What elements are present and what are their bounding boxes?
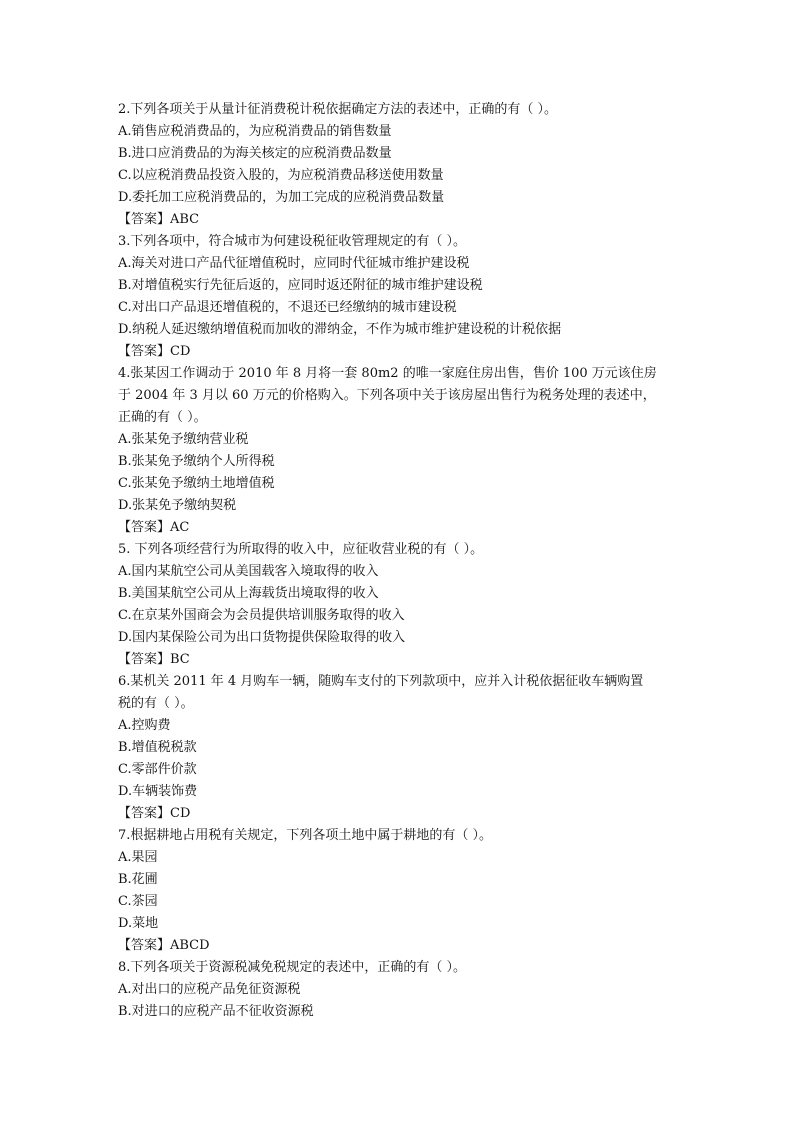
question-3-option-a: A.海关对进口产品代征增值税时，应同时代征城市维护建设税 — [118, 256, 470, 271]
question-4-stem-line-3: 正确的有（ ）。 — [118, 410, 207, 425]
question-5-answer: 【答案】BC — [118, 652, 190, 667]
question-2-option-c: C.以应税消费品投资入股的，为应税消费品移送使用数量 — [118, 168, 444, 183]
question-3-answer: 【答案】CD — [118, 344, 191, 359]
question-7-option-a: A.果园 — [118, 850, 158, 865]
question-5-option-a: A.国内某航空公司从美国载客入境取得的收入 — [118, 564, 379, 579]
question-6-option-b: B.增值税税款 — [118, 740, 197, 755]
question-6-answer: 【答案】CD — [118, 806, 191, 821]
question-4-answer: 【答案】AC — [118, 520, 190, 535]
question-3-option-d: D.纳税人延迟缴纳增值税而加收的滞纳金，不作为城市维护建设税的计税依据 — [118, 322, 562, 337]
document-body — [118, 99, 678, 1023]
question-2-option-b: B.进口应消费品的为海关核定的应税消费品数量 — [118, 146, 392, 161]
question-2-answer: 【答案】ABC — [118, 212, 200, 227]
question-6-stem-line-1: 6.某机关 2011 年 4 月购车一辆，随购车支付的下列款项中，应并入计税依据征收车辆购置 — [118, 674, 644, 689]
question-7-option-b: B.花圃 — [118, 872, 158, 887]
question-6-option-a: A.控购费 — [118, 718, 171, 733]
question-6-option-c: C.零部件价款 — [118, 762, 197, 777]
question-7-option-d: D.菜地 — [118, 916, 159, 931]
question-4-option-b: B.张某免予缴纳个人所得税 — [118, 454, 275, 469]
question-4-option-c: C.张某免予缴纳土地增值税 — [118, 476, 275, 491]
question-5-option-d: D.国内某保险公司为出口货物提供保险取得的收入 — [118, 630, 406, 645]
question-3-option-b: B.对增值税实行先征后返的，应同时返还附征的城市维护建设税 — [118, 278, 483, 293]
question-2-option-a: A.销售应税消费品的，为应税消费品的销售数量 — [118, 124, 392, 139]
question-4-option-d: D.张某免予缴纳契税 — [118, 498, 237, 513]
question-5-option-b: B.美国某航空公司从上海载货出境取得的收入 — [118, 586, 379, 601]
question-2-option-d: D.委托加工应税消费品的，为加工完成的应税消费品数量 — [118, 190, 445, 205]
question-4-option-a: A.张某免予缴纳营业税 — [118, 432, 249, 447]
question-7-stem: 7.根据耕地占用税有关规定，下列各项土地中属于耕地的有（ ）。 — [118, 828, 493, 843]
question-6-stem-line-2: 税的有（ ）。 — [118, 696, 194, 711]
question-5-option-c: C.在京某外国商会为会员提供培训服务取得的收入 — [118, 608, 405, 623]
question-2-stem: 2.下列各项关于从量计征消费税计税依据确定方法的表述中，正确的有（ ）。 — [118, 102, 558, 117]
question-8-option-a: A.对出口的应税产品免征资源税 — [118, 982, 301, 997]
question-4-stem-line-2: 于 2004 年 3 月以 60 万元的价格购入。下列各项中关于该房屋出售行为税务处理的表述中， — [118, 388, 656, 403]
question-3-option-c: C.对出口产品退还增值税的，不退还已经缴纳的城市建设税 — [118, 300, 457, 315]
question-6-option-d: D.车辆装饰费 — [118, 784, 198, 799]
question-7-answer: 【答案】ABCD — [118, 938, 210, 953]
question-4-stem-line-1: 4.张某因工作调动于 2010 年 8 月将一套 80m2 的唯一家庭住房出售，售价 100 万元该住房 — [118, 366, 657, 381]
question-8-option-b: B.对进口的应税产品不征收资源税 — [118, 1004, 314, 1019]
question-7-option-c: C.茶园 — [118, 894, 158, 909]
question-8-stem: 8.下列各项关于资源税减免税规定的表述中，正确的有（ ）。 — [118, 960, 467, 975]
question-5-stem: 5. 下列各项经营行为所取得的收入中，应征收营业税的有（ ）。 — [118, 542, 484, 557]
question-3-stem: 3.下列各项中，符合城市为何建设税征收管理规定的有（ ）。 — [118, 234, 467, 249]
